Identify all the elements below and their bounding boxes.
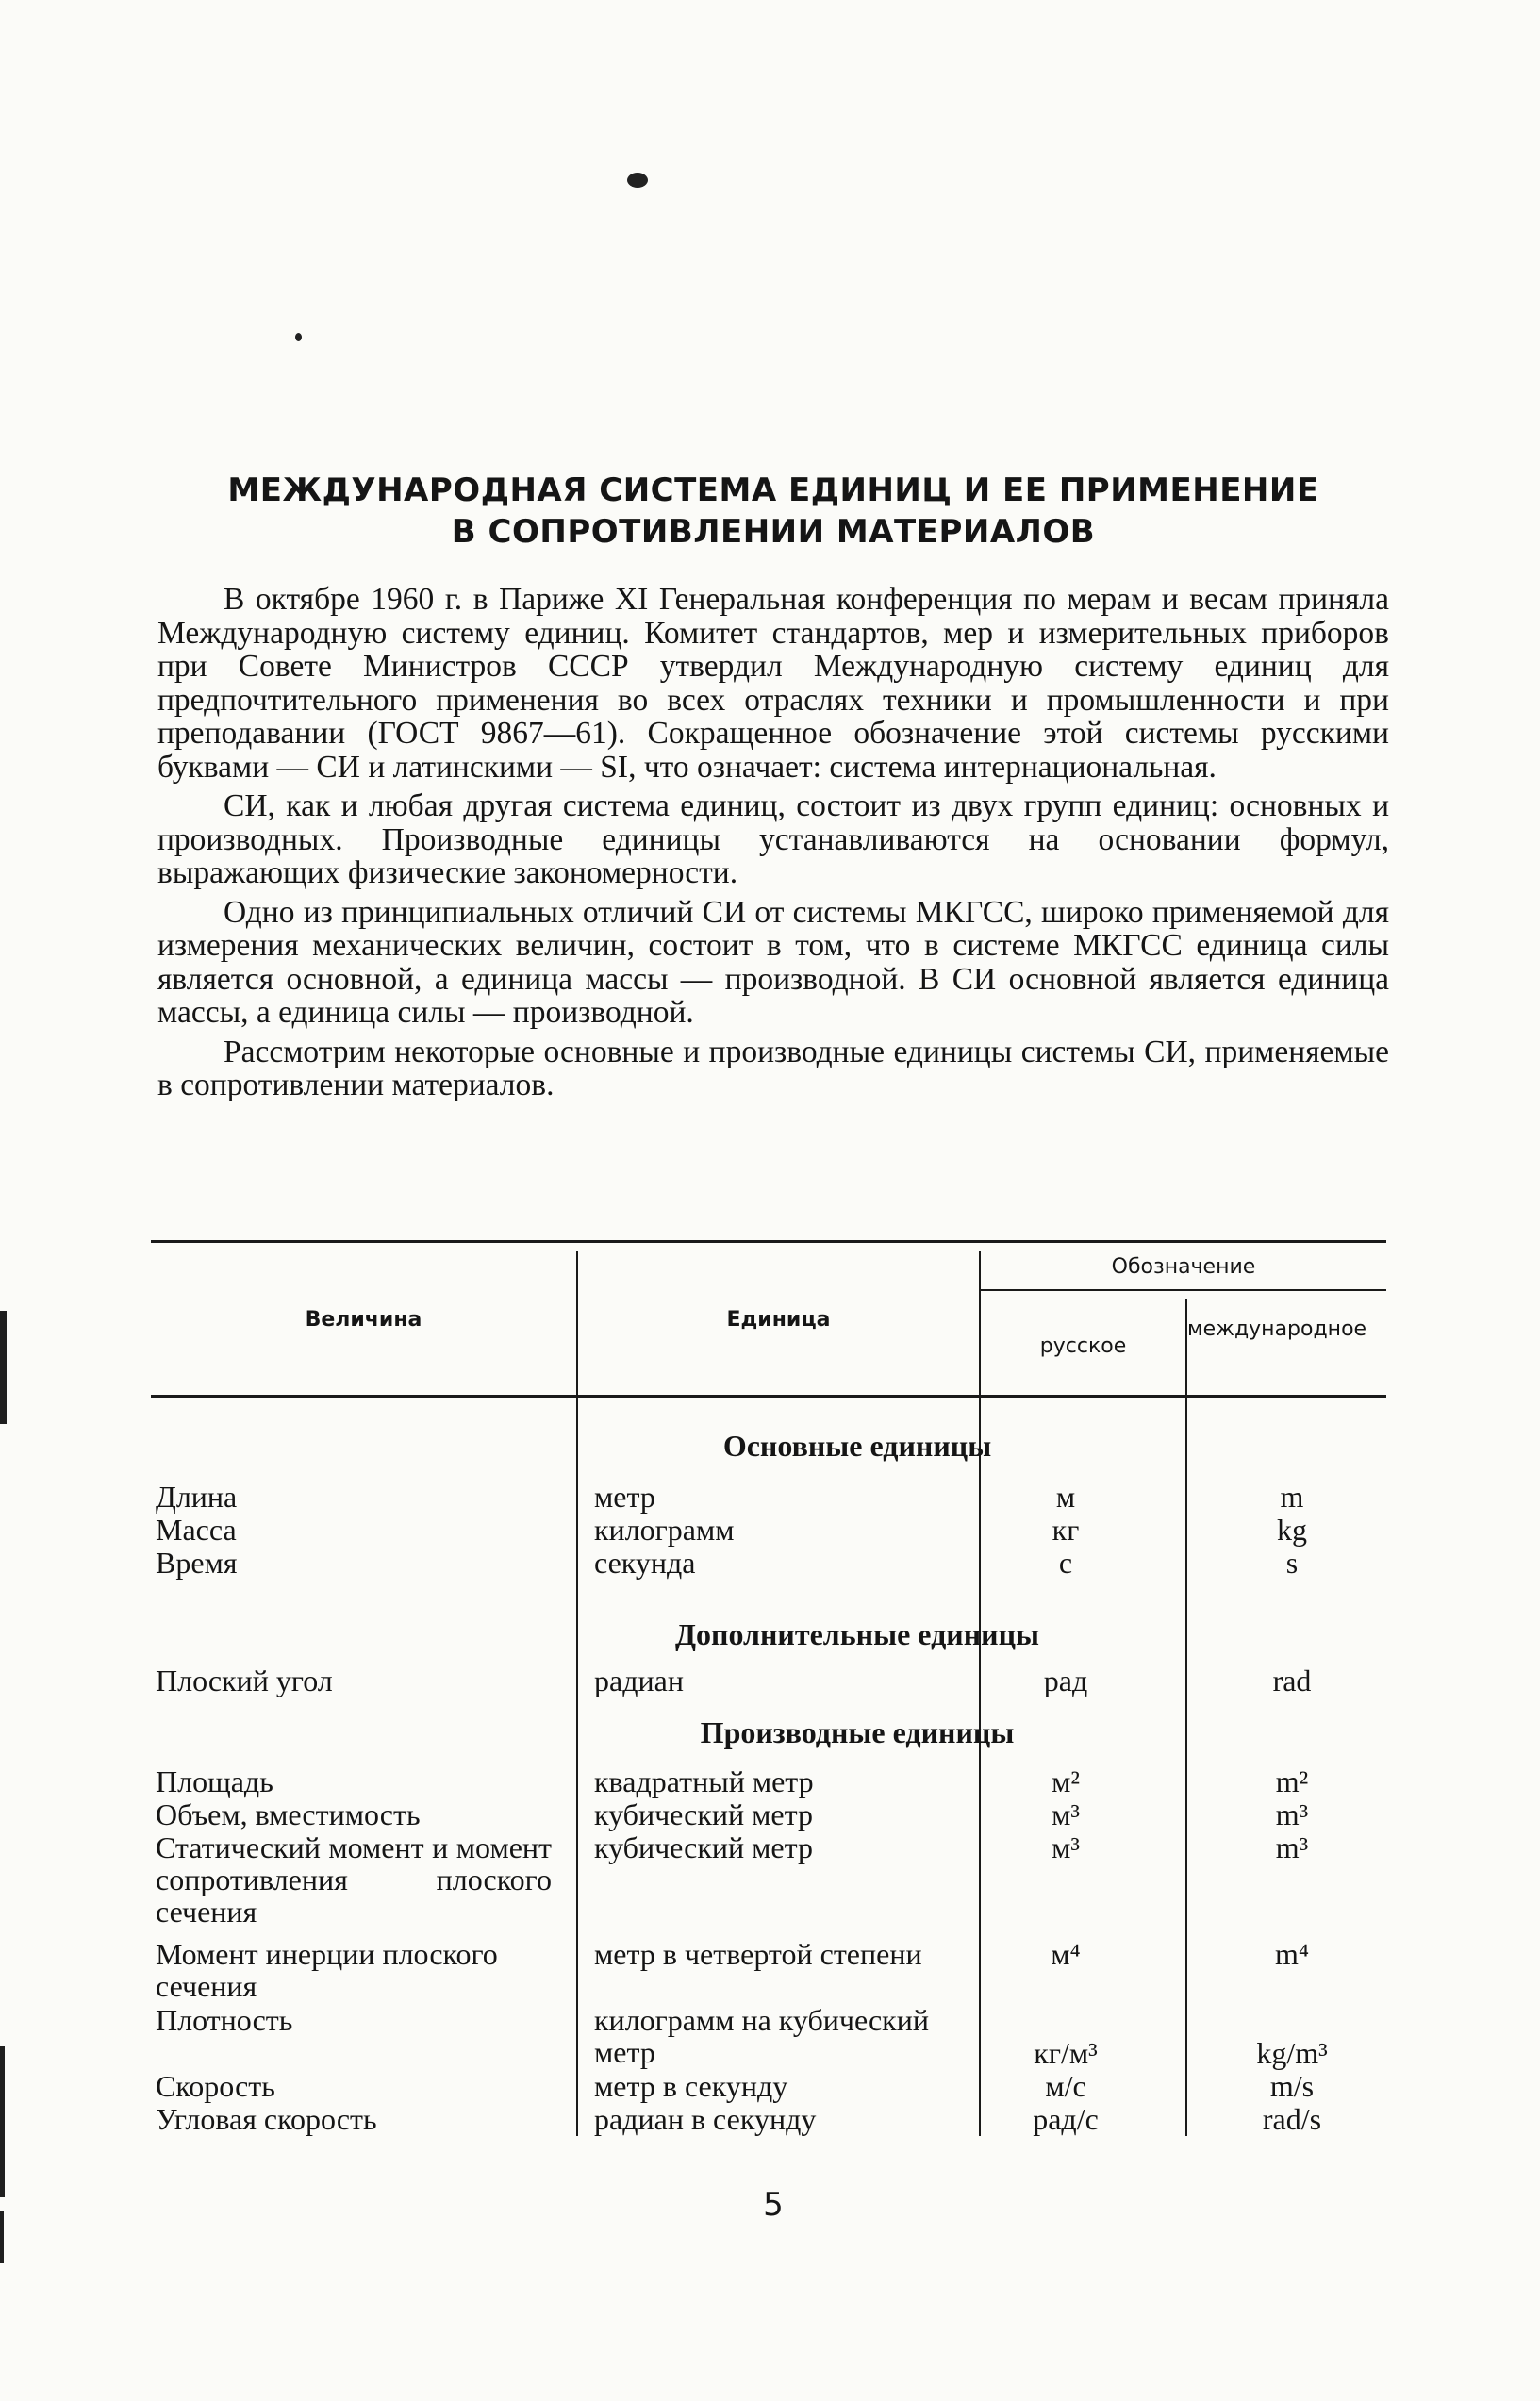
- cell-quantity: Длина: [156, 1480, 238, 1514]
- cell-ru: кг: [1052, 1513, 1080, 1547]
- scan-edge-shadow: [0, 2211, 4, 2263]
- cell-unit: радиан в секунду: [594, 2102, 817, 2136]
- section-basic-units: Основные единицы: [722, 1429, 992, 1463]
- cell-ru: м³: [1052, 1830, 1080, 1864]
- paragraph: В октябре 1960 г. в Париже XI Генеральная конференция по мерам и весам приняла Международную систему единиц. Комитет стандартов, мер и измерительных приборов при Совете Министров СССР утвердил Международную систему единиц для предпочтительного применения во всех отраслях техники и промышленности и при преподавании (ГОСТ 9867—61). Сокращенное обозначение этой системы русскими буквами — СИ и латинскими — SI, что означает: система интернациональная.: [157, 582, 1389, 785]
- scan-edge-shadow: [0, 1311, 7, 1424]
- scan-edge-shadow: [0, 2046, 5, 2197]
- cell-quantity: Время: [156, 1546, 238, 1580]
- table-top-rule: [151, 1240, 1386, 1243]
- cell-unit: кубический метр: [594, 1797, 813, 1831]
- cell-unit: килограмм на кубический метр: [594, 2003, 929, 2069]
- cell-ru: рад: [1043, 1664, 1088, 1697]
- cell-ru: м: [1055, 1480, 1076, 1514]
- paragraph: СИ, как и любая другая система единиц, состоит из двух групп единиц: основных и производных. Производные единицы устанавливаются на основании формул, выражающих физические закономерности.: [157, 788, 1389, 890]
- paragraph: Рассмотрим некоторые основные и производные единицы системы СИ, применяемые в сопротивлении материалов.: [157, 1034, 1389, 1102]
- cell-unit: квадратный метр: [594, 1764, 814, 1798]
- cell-intl: m²: [1275, 1764, 1309, 1798]
- column-rule: [576, 1251, 578, 2136]
- header-unit: Единица: [726, 1308, 831, 1332]
- scan-speck: [627, 173, 648, 188]
- section-derived-units: Производные единицы: [700, 1715, 1015, 1749]
- cell-ru: рад/с: [1033, 2102, 1099, 2136]
- page-title: [151, 470, 1396, 553]
- cell-unit: метр: [594, 1480, 655, 1514]
- cell-intl: m: [1280, 1480, 1304, 1514]
- cell-unit: метр в четвертой степени: [594, 1937, 922, 1971]
- header-russian: русское: [1039, 1334, 1127, 1358]
- cell-ru: кг/м³: [1034, 2036, 1098, 2070]
- page-number: 5: [763, 2186, 784, 2224]
- cell-intl: rad/s: [1262, 2102, 1322, 2136]
- cell-quantity: Плотность: [156, 2003, 293, 2037]
- cell-ru: м⁴: [1051, 1937, 1081, 1971]
- cell-unit: кубический метр: [594, 1830, 813, 1864]
- header-international: международное: [1187, 1317, 1367, 1341]
- scan-speck: [295, 333, 302, 341]
- header-bottom-rule: [151, 1395, 1386, 1398]
- cell-intl: m/s: [1269, 2069, 1315, 2103]
- cell-intl: kg/m³: [1256, 2036, 1328, 2070]
- header-sub-rule: [981, 1289, 1386, 1291]
- cell-ru: с: [1058, 1546, 1073, 1580]
- title-line-1: МЕЖДУНАРОДНАЯ СИСТЕМА ЕДИНИЦ И ЕЕ ПРИМЕНЕНИЕ: [227, 472, 1319, 509]
- cell-unit: килограмм: [594, 1513, 735, 1547]
- body-text: [157, 583, 1389, 1108]
- cell-intl: m³: [1275, 1830, 1309, 1864]
- cell-intl: s: [1285, 1546, 1299, 1580]
- cell-quantity: Площадь: [156, 1764, 273, 1798]
- column-rule: [1185, 1299, 1187, 2136]
- cell-intl: kg: [1277, 1513, 1307, 1547]
- units-table: [151, 1240, 1386, 2145]
- cell-quantity: Угловая скорость: [156, 2102, 377, 2136]
- cell-ru: м²: [1052, 1764, 1080, 1798]
- header-quantity: Величина: [305, 1308, 422, 1332]
- cell-quantity: Статический момент и момент сопротивления плоского сечения: [156, 1830, 552, 1929]
- cell-quantity: Плоский угол: [156, 1664, 333, 1697]
- cell-intl: m⁴: [1274, 1937, 1310, 1971]
- cell-quantity: Скорость: [156, 2069, 275, 2103]
- cell-ru: м/с: [1045, 2069, 1086, 2103]
- header-designation: Обозначение: [1111, 1255, 1256, 1279]
- cell-quantity: Момент инерции плоского сечения: [156, 1937, 498, 2003]
- paragraph: Одно из принципиальных отличий СИ от системы МКГСС, широко применяемой для измерения механических величин, состоит в том, что в системе МКГСС единица силы является основной, а единица массы — производной. В СИ основной является единица массы, а единица силы — производной.: [157, 894, 1389, 1030]
- cell-ru: м³: [1052, 1797, 1080, 1831]
- section-supplementary-units: Дополнительные единицы: [675, 1617, 1039, 1651]
- cell-quantity: Масса: [156, 1513, 237, 1547]
- cell-intl: m³: [1275, 1797, 1309, 1831]
- cell-unit: секунда: [594, 1546, 696, 1580]
- cell-unit: радиан: [594, 1664, 684, 1697]
- cell-quantity: Объем, вместимость: [156, 1797, 421, 1831]
- title-line-2: В СОПРОТИВЛЕНИИ МАТЕРИАЛОВ: [451, 513, 1096, 551]
- cell-intl: rad: [1272, 1664, 1312, 1697]
- cell-unit: метр в секунду: [594, 2069, 788, 2103]
